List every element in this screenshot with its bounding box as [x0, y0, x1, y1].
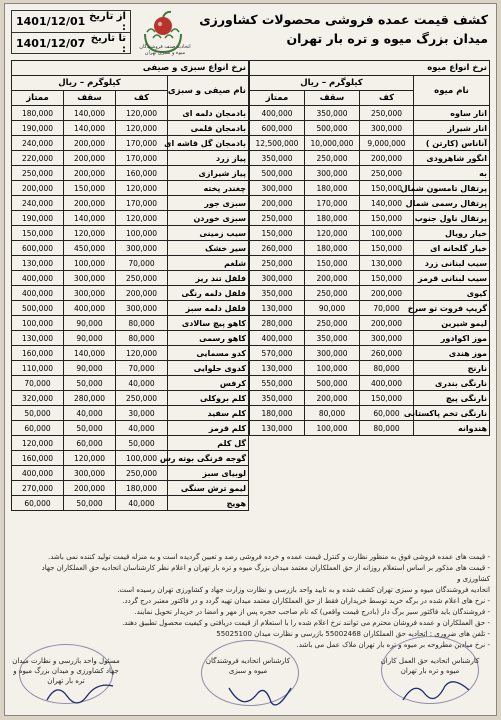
- veg-row: [12, 436, 249, 451]
- veg-min-header: کف: [116, 91, 168, 106]
- handwritten-signature-left: [45, 680, 115, 710]
- fruit-name-cell: انار شیراز: [414, 121, 490, 136]
- fruit-name-cell: لیمو شیرین: [414, 316, 490, 331]
- veg-min-cell: 200,000: [116, 286, 168, 301]
- fruit-unit-row: [249, 76, 489, 91]
- veg-max-cell: 50,000: [64, 496, 116, 511]
- fruit-min-cell: 140,000: [360, 196, 414, 211]
- fruit-premium-cell: 500,000: [249, 166, 304, 181]
- fruit-max-header: سقف: [305, 91, 360, 106]
- fruit-min-cell: 200,000: [360, 286, 414, 301]
- fruit-premium-cell: 550,000: [249, 376, 304, 391]
- veg-name-cell: کدوی حلوایی: [168, 361, 249, 376]
- fruit-max-cell: 350,000: [305, 331, 360, 346]
- veg-row: [12, 331, 249, 346]
- veg-max-cell: 200,000: [64, 196, 116, 211]
- veg-name-cell: پیاز زرد: [168, 151, 249, 166]
- veg-premium-cell: 150,000: [12, 226, 64, 241]
- document-title: [198, 10, 488, 48]
- veg-max-cell: 140,000: [64, 121, 116, 136]
- signature-brokers-subtitle: میوه و تره بار تهران: [400, 667, 460, 675]
- veg-row: [12, 301, 249, 316]
- fruit-name-cell: آناناس (کارتن ): [414, 136, 490, 151]
- veg-premium-cell: 130,000: [12, 256, 64, 271]
- fruit-min-header: کف: [360, 91, 414, 106]
- veg-name-cell: کلم بروکلی: [168, 391, 249, 406]
- veg-max-cell: 120,000: [64, 451, 116, 466]
- fruit-max-cell: 300,000: [305, 346, 360, 361]
- fruit-name-cell: نارنج: [414, 361, 490, 376]
- fruit-row: [249, 316, 489, 331]
- veg-min-cell: 40,000: [116, 496, 168, 511]
- fruit-row: [249, 121, 489, 136]
- fruit-row: [249, 226, 489, 241]
- veg-min-cell: 250,000: [116, 391, 168, 406]
- signature-brokers-union: [375, 656, 485, 676]
- veg-name-cell: سبزی جور: [168, 196, 249, 211]
- fruit-premium-cell: 570,000: [249, 346, 304, 361]
- fruit-premium-header: ممتاز: [249, 91, 304, 106]
- veg-name-cell: لوبیای سبز: [168, 466, 249, 481]
- handwritten-signature-right: [401, 678, 471, 708]
- veg-name-cell: کاهو رسمی: [168, 331, 249, 346]
- veg-premium-cell: 400,000: [12, 271, 64, 286]
- fruit-row: [249, 301, 489, 316]
- veg-name-cell: کرفس: [168, 376, 249, 391]
- fruit-row: [249, 181, 489, 196]
- veg-premium-cell: 130,000: [12, 331, 64, 346]
- veg-min-cell: 100,000: [116, 226, 168, 241]
- veg-max-cell: 200,000: [64, 481, 116, 496]
- fruit-max-cell: 180,000: [305, 241, 360, 256]
- footer-note-5: - فروشندگان باید فاکتور سیر برگ دار (بادرج قیمت واقعی) که نام صاحب حجره پس از مهر و امضا در خریدار تحویل نمایند.: [134, 608, 490, 616]
- date-box: [11, 10, 131, 54]
- fruit-max-cell: 100,000: [305, 421, 360, 436]
- fruit-premium-cell: 350,000: [249, 391, 304, 406]
- fruit-min-cell: 200,000: [360, 316, 414, 331]
- fruit-name-cell: نارنگی بندری: [414, 376, 490, 391]
- veg-premium-cell: 400,000: [12, 466, 64, 481]
- fruit-max-cell: 180,000: [305, 181, 360, 196]
- fruit-min-cell: 70,000: [360, 301, 414, 316]
- veg-max-cell: 150,000: [64, 181, 116, 196]
- fruit-premium-cell: 400,000: [249, 106, 304, 121]
- veg-premium-cell: 190,000: [12, 121, 64, 136]
- veg-unit-header: کیلوگرم – ریال: [12, 76, 168, 91]
- veg-min-cell: 170,000: [116, 136, 168, 151]
- signature-inspection-title: مسئول واحد بازرسی و نظارت میدان: [12, 657, 120, 665]
- veg-min-cell: 300,000: [116, 241, 168, 256]
- fruit-name-cell: پرتقال رسمی شمال: [414, 196, 490, 211]
- document-page: [4, 3, 497, 716]
- veg-max-cell: 120,000: [64, 226, 116, 241]
- veg-min-cell: 120,000: [116, 211, 168, 226]
- date-from-value: 1401/12/01: [16, 15, 86, 28]
- fruit-name-cell: سیب لبنانی زرد: [414, 256, 490, 271]
- veg-section-title: نرخ انواع سبزی و صیفی: [12, 61, 249, 76]
- fruit-name-cell: کیوی: [414, 286, 490, 301]
- fruit-max-cell: 80,000: [305, 406, 360, 421]
- date-to-label: تا تاریخ :: [90, 32, 126, 55]
- veg-name-cell: کاهو پیچ سالادی: [168, 316, 249, 331]
- fruit-premium-cell: 350,000: [249, 286, 304, 301]
- veg-premium-cell: 400,000: [12, 286, 64, 301]
- fruit-name-cell: به: [414, 166, 490, 181]
- veg-row: [12, 256, 249, 271]
- veg-min-cell: 100,000: [116, 451, 168, 466]
- veg-premium-cell: 250,000: [12, 166, 64, 181]
- veg-max-cell: 90,000: [64, 316, 116, 331]
- fruit-row: [249, 391, 489, 406]
- fruit-premium-cell: 130,000: [249, 421, 304, 436]
- fruit-max-cell: 200,000: [305, 391, 360, 406]
- veg-row: [12, 121, 249, 136]
- veg-premium-cell: 220,000: [12, 151, 64, 166]
- veg-min-cell: 40,000: [116, 376, 168, 391]
- footer-note-1: - قیمت های عمده فروشی فوق به منظور نظارت و کنترل قیمت عمده و خرده فروشی رصد و تعیین گردیده است و به منزله قیمت تولید کننده نمی باشد.: [48, 553, 490, 561]
- veg-max-cell: 200,000: [64, 136, 116, 151]
- veg-min-cell: 300,000: [116, 301, 168, 316]
- veg-row: [12, 151, 249, 166]
- fruit-min-cell: 130,000: [360, 256, 414, 271]
- fruit-name-cell: پرتقال تامسون شمال: [414, 181, 490, 196]
- veg-max-cell: 450,000: [64, 241, 116, 256]
- veg-max-cell: 280,000: [64, 391, 116, 406]
- veg-min-cell: 80,000: [116, 316, 168, 331]
- fruit-max-cell: 500,000: [305, 121, 360, 136]
- veg-name-cell: پیاز شیرازی: [168, 166, 249, 181]
- fruit-min-cell: 80,000: [360, 421, 414, 436]
- fruit-premium-cell: 200,000: [249, 196, 304, 211]
- fruit-max-cell: 90,000: [305, 301, 360, 316]
- veg-max-cell: 100,000: [64, 256, 116, 271]
- veg-name-cell: سیب زمینی: [168, 226, 249, 241]
- fruit-name-cell: موز اکوادور: [414, 331, 490, 346]
- fruit-premium-cell: 180,000: [249, 406, 304, 421]
- footer-note-6: - حق العملکاران و عمده فروشان محترم می توانند نرخ اعلام شده را با استعلام از قیمت دریافتی و کیفیت محصول تطبیق دهند.: [122, 619, 490, 627]
- veg-min-cell: 120,000: [116, 106, 168, 121]
- veg-row: [12, 211, 249, 226]
- veg-name-cell: لیمو ترش سنگی: [168, 481, 249, 496]
- fruit-max-cell: 10,000,000: [305, 136, 360, 151]
- veg-min-cell: 120,000: [116, 346, 168, 361]
- veg-row: [12, 481, 249, 496]
- veg-section-row: [12, 61, 249, 76]
- fruit-min-cell: 400,000: [360, 376, 414, 391]
- veg-row: [12, 196, 249, 211]
- veg-name-cell: هویج: [168, 496, 249, 511]
- veg-min-cell: 70,000: [116, 361, 168, 376]
- title-line-1: کشف قیمت عمده فروشی محصولات کشاورزی: [199, 12, 488, 27]
- fruit-max-cell: 100,000: [305, 361, 360, 376]
- fruit-min-cell: 150,000: [360, 241, 414, 256]
- fruit-row: [249, 421, 489, 436]
- fruit-min-cell: 300,000: [360, 331, 414, 346]
- footer-note-7: - تلفن های ضروری : اتحادیه حق العملکاران 55002468 بازرسی و نظارت میدان 55025100: [216, 630, 490, 638]
- veg-name-cell: شلغم: [168, 256, 249, 271]
- veg-premium-cell: 500,000: [12, 301, 64, 316]
- veg-max-header: سقف: [64, 91, 116, 106]
- veg-max-cell: 140,000: [64, 346, 116, 361]
- fruit-premium-cell: 130,000: [249, 301, 304, 316]
- fruit-name-cell: گریپ فروت تو سرخ: [414, 301, 490, 316]
- fruit-premium-cell: 600,000: [249, 121, 304, 136]
- date-to-value: 1401/12/07: [16, 37, 86, 50]
- veg-name-header: نام صیفی و سبزی: [168, 76, 249, 106]
- veg-premium-cell: 240,000: [12, 196, 64, 211]
- fruit-name-cell: موز هندی: [414, 346, 490, 361]
- veg-min-cell: 40,000: [116, 421, 168, 436]
- veg-max-cell: 400,000: [64, 301, 116, 316]
- fruit-name-cell: نارنگی پیچ: [414, 391, 490, 406]
- veg-min-cell: 170,000: [116, 151, 168, 166]
- signature-brokers-title: کارشناس اتحادیه حق العمل کاران: [380, 657, 480, 665]
- veg-premium-cell: 320,000: [12, 391, 64, 406]
- veg-row: [12, 376, 249, 391]
- fruit-min-cell: 100,000: [360, 226, 414, 241]
- fruit-max-cell: 250,000: [305, 316, 360, 331]
- veg-min-cell: 180,000: [116, 481, 168, 496]
- veg-name-cell: کلم قرمز: [168, 421, 249, 436]
- veg-premium-cell: 160,000: [12, 451, 64, 466]
- fruit-min-cell: 300,000: [360, 121, 414, 136]
- fruit-row: [249, 136, 489, 151]
- fruit-row: [249, 346, 489, 361]
- fruit-premium-cell: 300,000: [249, 271, 304, 286]
- fruit-max-cell: 350,000: [305, 106, 360, 121]
- veg-row: [12, 106, 249, 121]
- veg-min-cell: 170,000: [116, 196, 168, 211]
- veg-max-cell: 90,000: [64, 361, 116, 376]
- fruit-min-cell: 150,000: [360, 391, 414, 406]
- fruit-name-cell: خیار گلخانه ای: [414, 241, 490, 256]
- veg-premium-cell: 240,000: [12, 136, 64, 151]
- fruit-premium-cell: 250,000: [249, 256, 304, 271]
- fruit-premium-cell: 130,000: [249, 361, 304, 376]
- fruit-name-cell: هندوانه: [414, 421, 490, 436]
- veg-unit-row: [12, 76, 249, 91]
- veg-premium-cell: 600,000: [12, 241, 64, 256]
- veg-row: [12, 421, 249, 436]
- fruit-unit-header: کیلوگرم – ریال: [249, 76, 413, 91]
- veg-min-cell: 120,000: [116, 181, 168, 196]
- footer-note-8: - نرخ میادین مطروحه بر میوه و تره بار تهران ملاک عمل می باشد.: [296, 641, 490, 649]
- fruit-min-cell: 250,000: [360, 106, 414, 121]
- veg-max-cell: 40,000: [64, 406, 116, 421]
- veg-row: [12, 496, 249, 511]
- fruit-premium-cell: 300,000: [249, 181, 304, 196]
- fruit-max-cell: 300,000: [305, 166, 360, 181]
- veg-max-cell: 200,000: [64, 151, 116, 166]
- fruit-name-header: نام میوه: [414, 76, 490, 106]
- footer-note-4: - نرخ های اعلام شده در برگه خرید توسط خریداران فقط از حق العملکاران معتمد میدان تهیه گردد و در فاکتور معتبر درج گردد.: [122, 597, 490, 605]
- veg-min-cell: 50,000: [116, 436, 168, 451]
- veg-min-cell: 120,000: [116, 121, 168, 136]
- fruit-min-cell: 200,000: [360, 151, 414, 166]
- fruit-premium-cell: 260,000: [249, 241, 304, 256]
- fruit-section-row: [249, 61, 489, 76]
- veg-name-cell: فلفل تند ریز: [168, 271, 249, 286]
- fruit-name-cell: خیار رویال: [414, 226, 490, 241]
- veg-row: [12, 226, 249, 241]
- veg-name-cell: بادمجان قلمی: [168, 121, 249, 136]
- veg-premium-cell: 50,000: [12, 406, 64, 421]
- veg-row: [12, 136, 249, 151]
- veg-row: [12, 271, 249, 286]
- vegetable-price-table: [11, 60, 249, 511]
- veg-premium-cell: 100,000: [12, 316, 64, 331]
- date-from-row: [12, 11, 130, 32]
- veg-row: [12, 346, 249, 361]
- veg-premium-cell: 200,000: [12, 181, 64, 196]
- veg-premium-cell: 120,000: [12, 436, 64, 451]
- veg-min-cell: 250,000: [116, 271, 168, 286]
- fruit-section-title: نرخ انواع میوه: [249, 61, 489, 76]
- veg-premium-cell: 180,000: [12, 106, 64, 121]
- fruit-row: [249, 256, 489, 271]
- veg-row: [12, 166, 249, 181]
- veg-name-cell: کلم سفید: [168, 406, 249, 421]
- fruit-max-cell: 180,000: [305, 211, 360, 226]
- fruit-max-cell: 500,000: [305, 376, 360, 391]
- fruit-premium-cell: 250,000: [249, 211, 304, 226]
- veg-name-cell: فلفل دلمه سبز: [168, 301, 249, 316]
- veg-max-cell: 300,000: [64, 286, 116, 301]
- veg-row: [12, 361, 249, 376]
- veg-max-cell: 90,000: [64, 331, 116, 346]
- fruit-row: [249, 271, 489, 286]
- veg-min-cell: 250,000: [116, 466, 168, 481]
- veg-premium-cell: 60,000: [12, 421, 64, 436]
- fruit-min-cell: 9,000,000: [360, 136, 414, 151]
- fruit-min-cell: 150,000: [360, 181, 414, 196]
- fruit-max-cell: 250,000: [305, 286, 360, 301]
- fruit-premium-cell: 12,500,000: [249, 136, 304, 151]
- veg-max-cell: 140,000: [64, 106, 116, 121]
- fruit-max-cell: 150,000: [305, 256, 360, 271]
- fruit-name-cell: انار ساوه: [414, 106, 490, 121]
- fruit-row: [249, 361, 489, 376]
- veg-max-cell: 300,000: [64, 271, 116, 286]
- veg-row: [12, 391, 249, 406]
- signature-sellers-union: [193, 656, 303, 676]
- veg-name-cell: بادمجان گل قاشه ای: [168, 136, 249, 151]
- fruit-row: [249, 376, 489, 391]
- veg-min-cell: 80,000: [116, 331, 168, 346]
- veg-premium-header: ممتاز: [12, 91, 64, 106]
- veg-name-cell: سبزی خوردن: [168, 211, 249, 226]
- veg-premium-cell: 60,000: [12, 496, 64, 511]
- date-to-row: [12, 32, 130, 54]
- fruit-premium-cell: 150,000: [249, 226, 304, 241]
- title-line-2: میدان بزرگ میوه و تره بار تهران: [286, 31, 488, 46]
- fruit-max-cell: 200,000: [305, 271, 360, 286]
- fruit-min-cell: 260,000: [360, 346, 414, 361]
- fruit-row: [249, 331, 489, 346]
- fruit-max-cell: 120,000: [305, 226, 360, 241]
- fruit-min-cell: 80,000: [360, 361, 414, 376]
- fruit-max-cell: 170,000: [305, 196, 360, 211]
- fruit-price-table: [249, 60, 490, 436]
- fruit-min-cell: 150,000: [360, 271, 414, 286]
- fruit-name-cell: انگور شاهرودی: [414, 151, 490, 166]
- fruit-premium-cell: 400,000: [249, 331, 304, 346]
- veg-row: [12, 181, 249, 196]
- veg-name-cell: فلفل دلمه رنگی: [168, 286, 249, 301]
- veg-name-cell: کدو مسمایی: [168, 346, 249, 361]
- veg-max-cell: 200,000: [64, 166, 116, 181]
- veg-name-cell: چغندر پخته: [168, 181, 249, 196]
- handwritten-signature-middle: [225, 680, 295, 710]
- fruit-row: [249, 211, 489, 226]
- veg-premium-cell: 270,000: [12, 481, 64, 496]
- fruit-row: [249, 286, 489, 301]
- fruit-row: [249, 241, 489, 256]
- footer-note-3: اتحادیه فروشندگان میوه و سبزی تهران کشف شده و به تایید واحد بازرسی و نظارت وزارت جهاد و کشاورزی تهران رسیده است.: [117, 586, 490, 594]
- fruit-max-cell: 250,000: [305, 151, 360, 166]
- logo-caption: اتحادیه صنف فروشندگان میوه و سبزی تهران: [139, 44, 191, 56]
- fruit-name-cell: سیب لبنانی قرمز: [414, 271, 490, 286]
- veg-name-cell: سیر خشک: [168, 241, 249, 256]
- signature-inspection-subtitle: جهاد کشاورزی و میدان بزرگ میوه و تره بار تهران: [13, 667, 119, 685]
- veg-row: [12, 451, 249, 466]
- veg-row: [12, 466, 249, 481]
- footer-note-2: - قیمت های مذکور بر اساس استعلام روزانه از حق العملکاران معتمد میدان بزرگ میوه و تره بار تهران و اعلام نظر کارشناسان اتحادیه حق العملکاران جهاد کشاورزی و: [41, 564, 490, 583]
- veg-premium-cell: 110,000: [12, 361, 64, 376]
- veg-row: [12, 316, 249, 331]
- veg-row: [12, 406, 249, 421]
- fruit-row: [249, 406, 489, 421]
- fruit-min-cell: 250,000: [360, 166, 414, 181]
- veg-max-cell: 300,000: [64, 466, 116, 481]
- signature-sellers-title: کارشناس اتحادیه فروشندگان: [205, 657, 291, 665]
- veg-min-cell: 70,000: [116, 256, 168, 271]
- fruit-premium-cell: 280,000: [249, 316, 304, 331]
- veg-premium-cell: 190,000: [12, 211, 64, 226]
- veg-premium-cell: 70,000: [12, 376, 64, 391]
- date-from-label: از تاریخ :: [89, 10, 126, 33]
- veg-min-cell: 160,000: [116, 166, 168, 181]
- veg-name-cell: گوجه فرنگی بوته رس: [168, 451, 249, 466]
- fruit-min-cell: 150,000: [360, 211, 414, 226]
- fruit-row: [249, 166, 489, 181]
- fruit-row: [249, 196, 489, 211]
- veg-row: [12, 286, 249, 301]
- veg-name-cell: بادمجان دلمه ای: [168, 106, 249, 121]
- signature-sellers-subtitle: میوه و سبزی: [228, 667, 268, 675]
- fruit-row: [249, 106, 489, 121]
- fruit-premium-cell: 350,000: [249, 151, 304, 166]
- veg-max-cell: 140,000: [64, 211, 116, 226]
- veg-max-cell: 60,000: [64, 436, 116, 451]
- veg-max-cell: 50,000: [64, 421, 116, 436]
- fruit-name-cell: نارنگی تخم پاکستانی: [414, 406, 490, 421]
- veg-min-cell: 30,000: [116, 406, 168, 421]
- veg-name-cell: گل کلم: [168, 436, 249, 451]
- fruit-row: [249, 151, 489, 166]
- header: [5, 4, 496, 60]
- veg-premium-cell: 160,000: [12, 346, 64, 361]
- fruit-min-cell: 60,000: [360, 406, 414, 421]
- veg-row: [12, 241, 249, 256]
- veg-max-cell: 50,000: [64, 376, 116, 391]
- fruit-name-cell: پرتقال ناول جنوب: [414, 211, 490, 226]
